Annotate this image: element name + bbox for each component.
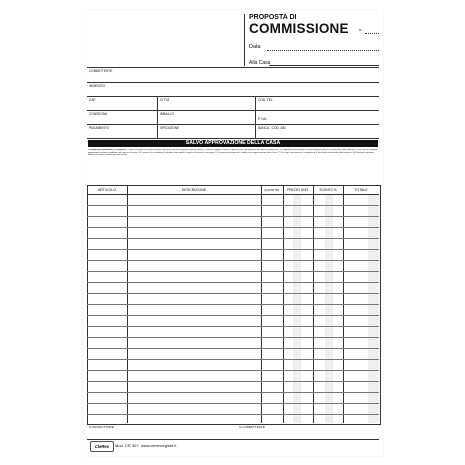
number-prefix: n. xyxy=(359,27,363,32)
approval-banner: SALVO APPROVAZIONE DELLA CASA xyxy=(88,140,378,147)
table-row[interactable] xyxy=(87,293,379,294)
website: www.clerevregistri.it xyxy=(141,443,177,448)
items-table xyxy=(87,185,381,425)
casa-label: Alla Casa xyxy=(249,60,271,66)
signature-committente-label: IL COMMITTENTE xyxy=(239,425,265,429)
row-rule xyxy=(87,124,379,125)
conditions-text: 1) Non si accettano reclami trascorsi otto giorni dal ricevimento di questa merce. 2) Merce viaggia a rischio e pericolo del committente; resi solo se autorizzati. 3) Pagamenti da effettuarsi esclusivamente presso la sede della ditta fornitrice. 4) In caso di ritardato pagamento verranno addebitati gli interessi di mora. 5) I prezzi e le condizioni di vendita sono quelli in vigore alla data di consegna. 6) La presente proposta è valida salvo approvazione della Casa. 7) Per ogni controversia è competente il Foro della sede della ditta fornitrice. 8) Eventuali variazioni dovranno essere comunicate per iscritto. xyxy=(88,149,378,157)
piva-label: P. IVA xyxy=(258,117,267,121)
table-row[interactable] xyxy=(87,216,379,217)
table-row[interactable] xyxy=(87,403,379,404)
col-header-quantita: QUANTITA' xyxy=(264,188,280,192)
row-rule xyxy=(87,138,379,139)
table-row[interactable] xyxy=(87,282,379,283)
indirizzo-label: INDIRIZZO xyxy=(89,84,105,88)
header-divider xyxy=(244,14,245,66)
table-row[interactable] xyxy=(87,260,379,261)
clerev-logo: CleRev xyxy=(90,441,114,452)
table-row[interactable] xyxy=(87,337,379,338)
table-row[interactable] xyxy=(87,348,379,349)
table-row[interactable] xyxy=(87,326,379,327)
quantity-shade xyxy=(293,194,301,423)
commission-form-sheet xyxy=(83,10,383,456)
committente-label: COMMITTENTE xyxy=(89,69,113,73)
casa-field[interactable] xyxy=(269,65,379,66)
cod-tel-label: COD. TEL. xyxy=(258,98,274,102)
row-rule xyxy=(87,96,379,97)
date-label: Data xyxy=(249,44,261,50)
header-rule xyxy=(87,194,379,195)
col-header-totale: TOTALE xyxy=(354,188,368,192)
citta-label: CITTÀ xyxy=(160,98,170,102)
table-row[interactable] xyxy=(87,238,379,239)
pagamento-label: PAGAMENTO xyxy=(89,126,110,130)
imballo-label: IMBALLO xyxy=(160,112,174,116)
cap-label: CAP xyxy=(89,98,96,102)
table-row[interactable] xyxy=(87,370,379,371)
banca-label: BANCA - COD. ABI xyxy=(258,126,286,130)
col-header-sconto: SCONTO % xyxy=(319,188,337,192)
table-row[interactable] xyxy=(87,381,379,382)
col-header-articolo: ARTICOLO xyxy=(97,188,117,192)
consegna-label: CONSEGNA xyxy=(89,112,108,116)
table-row[interactable] xyxy=(87,359,379,360)
spedizione-label: SPEDIZIONE xyxy=(160,126,180,130)
col-header-descrizione: DESCRIZIONE xyxy=(181,188,207,192)
table-row[interactable] xyxy=(87,414,379,415)
price-shade xyxy=(325,194,333,423)
row-rule xyxy=(87,110,379,111)
table-row[interactable] xyxy=(87,392,379,393)
table-row[interactable] xyxy=(87,227,379,228)
date-field[interactable] xyxy=(267,50,379,51)
header-bottom-rule xyxy=(87,67,379,68)
table-row[interactable] xyxy=(87,315,379,316)
col-divider xyxy=(255,96,256,138)
col-header-prezzo: PREZZO UNIT. xyxy=(287,188,309,192)
proposta-di-label: PROPOSTA DI xyxy=(249,14,297,21)
table-row[interactable] xyxy=(87,205,379,206)
signature-produttore-label: IL PRODUTTORE xyxy=(89,425,114,429)
signature-rule xyxy=(87,439,379,440)
form-title: COMMISSIONE xyxy=(249,21,349,36)
conditions-block xyxy=(88,149,378,176)
total-shade xyxy=(368,194,379,423)
conditions-heading: CONDIZIONI GENERALI DI VENDITA xyxy=(88,149,126,151)
number-field[interactable] xyxy=(365,33,379,34)
table-row[interactable] xyxy=(87,271,379,272)
col-divider xyxy=(157,96,158,138)
row-rule xyxy=(87,82,379,83)
model-code: Mod. CR 307 xyxy=(115,443,139,448)
table-row[interactable] xyxy=(87,249,379,250)
table-row[interactable] xyxy=(87,304,379,305)
